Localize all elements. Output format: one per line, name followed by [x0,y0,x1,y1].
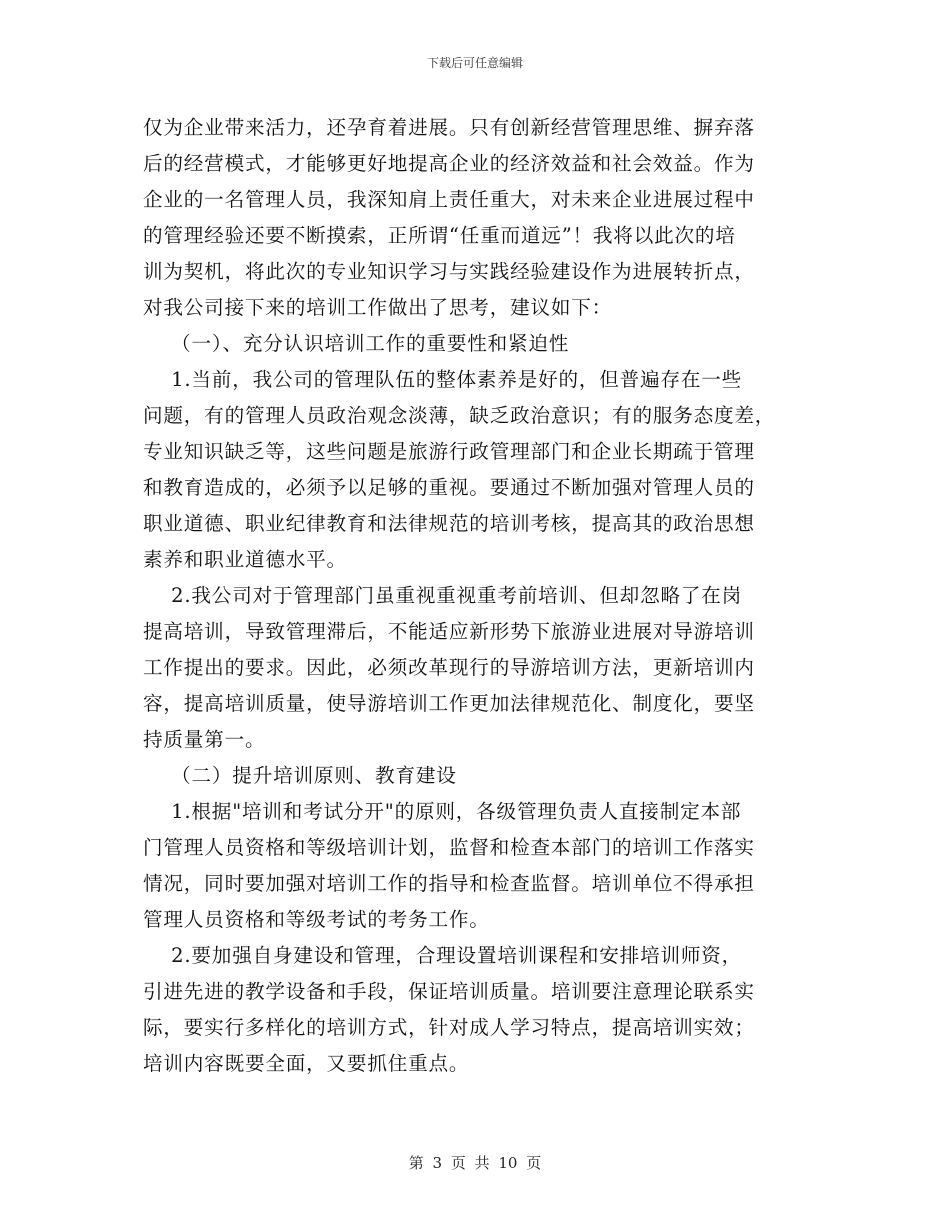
text-line: 际，要实行多样化的培训方式，针对成人学习特点，提高培训实效； [143,1016,755,1039]
text-line: 问题，有的管理人员政治观念淡薄，缺乏政治意识；有的服务态度差， [143,404,776,427]
text-line: 持质量第一。 [143,728,266,751]
text-line: 容，提高培训质量，使导游培训工作更加法律规范化、制度化，要坚 [143,692,755,715]
text-line: 2.我公司对于管理部门虽重视重视重考前培训、但却忽略了在岗 [143,584,743,607]
text-line: 仅为企业带来活力，还孕育着进展。只有创新经营管理思维、摒弃落 [143,116,755,139]
page-footer: 第 3 页 共 10 页 [408,1154,542,1172]
text-line: 1.当前，我公司的管理队伍的整体素养是好的，但普遍存在一些 [143,368,743,391]
text-line: 培训内容既要全面，又要抓住重点。 [143,1052,470,1075]
text-line: 的管理经验还要不断摸索，正所谓“任重而道远”！我将以此次的培 [143,224,736,247]
text-line: 专业知识缺乏等，这些问题是旅游行政管理部门和企业长期疏于管理 [143,440,755,463]
text-line: 2.要加强自身建设和管理，合理设置培训课程和安排培训师资， [143,944,743,967]
text-line: 1.根据"培训和考试分开"的原则，各级管理负责人直接制定本部 [143,800,742,823]
text-line: 情况，同时要加强对培训工作的指导和检查监督。培训单位不得承担 [143,872,755,895]
text-line: 和教育造成的，必须予以足够的重视。要通过不断加强对管理人员的 [143,476,755,499]
body-text [143,110,808,1082]
text-line: 企业的一名管理人员，我深知肩上责任重大，对未来企业进展过程中 [143,188,755,211]
text-line: 后的经营模式，才能够更好地提高企业的经济效益和社会效益。作为 [143,152,755,175]
text-line: 引进先进的教学设备和手段，保证培训质量。培训要注意理论联系实 [143,980,755,1003]
text-line: 素养和职业道德水平。 [143,548,347,571]
text-line: 对我公司接下来的培训工作做出了思考，建议如下： [143,296,613,319]
text-line: 提高培训，导致管理滞后，不能适应新形势下旅游业进展对导游培训 [143,620,755,643]
document-body [143,110,808,1082]
text-line: 管理人员资格和等级考试的考务工作。 [143,908,490,931]
text-line: 门管理人员资格和等级培训计划，监督和检查本部门的培训工作落实 [143,836,755,859]
text-line: 工作提出的要求。因此，必须改革现行的导游培训方法，更新培训内 [143,656,755,679]
section-heading: （二）提升培训原则、教育建设 [143,764,457,787]
section-heading: （一）、充分认识培训工作的重要性和紧迫性 [143,332,570,355]
text-line: 训为契机，将此次的专业知识学习与实践经验建设作为进展转折点， [143,260,755,283]
page-header: 下载后可任意编辑 [426,56,523,70]
text-line: 职业道德、职业纪律教育和法律规范的培训考核，提高其的政治思想 [143,512,755,535]
